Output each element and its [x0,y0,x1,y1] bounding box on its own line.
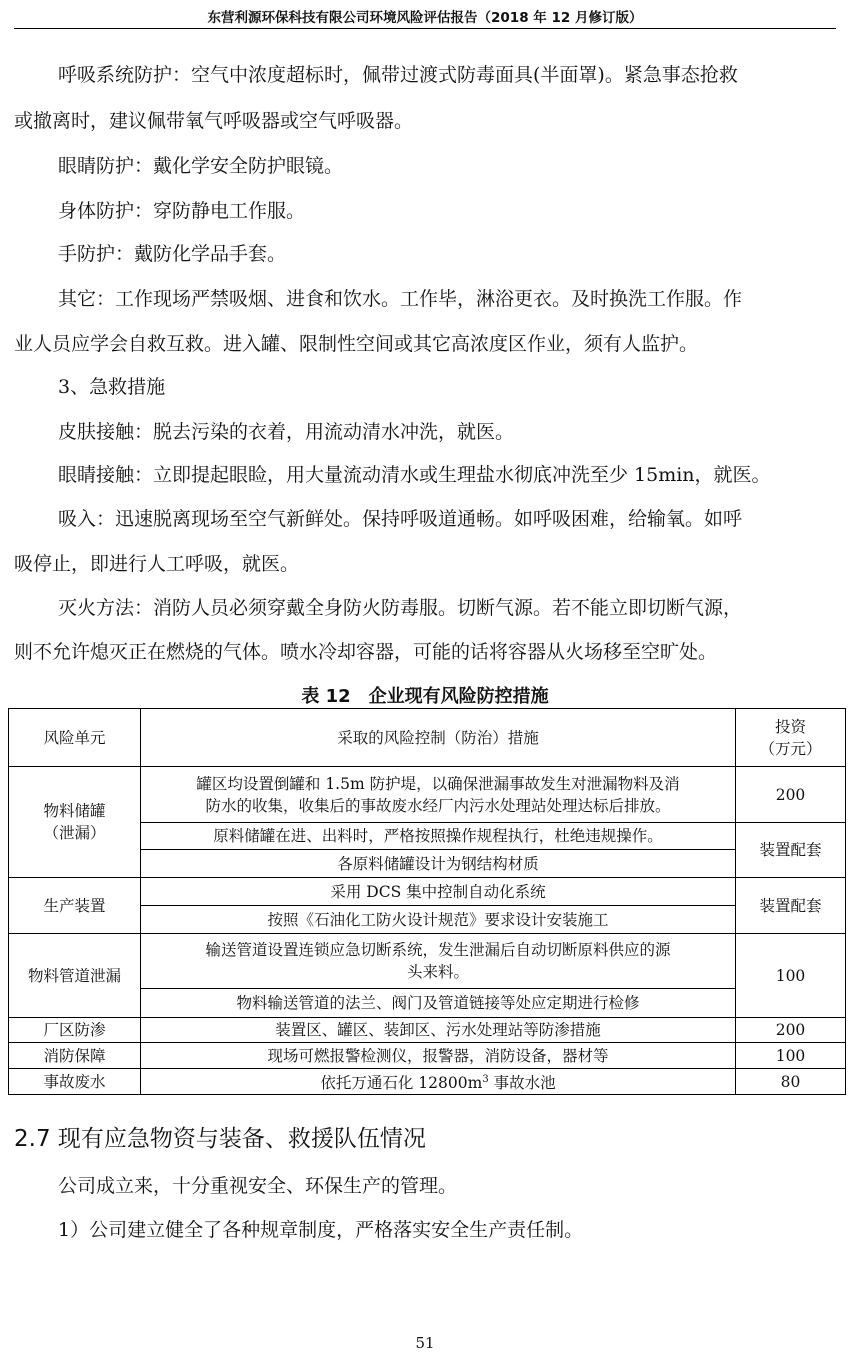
cell-unit-wastewater: 事故废水 [9,1069,141,1095]
cell-investment: 装置配套 [736,878,846,934]
cell-measure: 依托万通石化 $12800m^3$ 事故水池 [141,1069,736,1095]
paragraph-other-line1: 其它：工作现场严禁吸烟、进食和饮水。工作毕，淋浴更衣。及时换洗工作服。作 [58,288,743,310]
header-measures: 采取的风险控制（防治）措施 [141,709,736,767]
cell-measure: 罐区均设置倒罐和 1.5m 防护堤，以确保泄漏事故发生对泄漏物料及消 防水的收集，收集后的事故废水经厂内污水处理站处理达标后排放。 [141,767,736,823]
cell-measure: 物料输送管道的法兰、阀门及管道链接等处应定期进行检修 [141,989,736,1018]
page-number: 51 [415,1334,435,1352]
cell-measure: 装置区、罐区、装卸区、污水处理站等防渗措施 [141,1018,736,1043]
paragraph-item-1: 1）公司建立健全了各种规章制度，严格落实安全生产责任制。 [58,1219,584,1241]
page-header: 东营利源环保科技有限公司环境风险评估报告（2018 年 12 月修订版） [207,10,643,26]
header-investment: 投资 （万元） [736,709,846,767]
cell-investment: 100 [736,934,846,1018]
table-caption: 表 12 企业现有风险防控措施 [301,686,549,707]
cell-measure: 按照《石油化工防火设计规范》要求设计安装施工 [141,906,736,934]
cell-investment: 200 [736,1018,846,1043]
paragraph-first-aid-heading: 3、急救措施 [58,376,166,398]
paragraph-other-line2: 业人员应学会自救互救。进入罐、限制性空间或其它高浓度区作业，须有人监护。 [14,333,699,355]
cell-measure: 现场可燃报警检测仪，报警器，消防设备，器材等 [141,1043,736,1069]
paragraph-eye-contact: 眼睛接触：立即提起眼睑，用大量流动清水或生理盐水彻底冲洗至少 15min，就医。 [58,464,771,486]
paragraph-skin-contact: 皮肤接触：脱去污染的衣着，用流动清水冲洗，就医。 [58,421,515,443]
paragraph-inhalation-line2: 吸停止，即进行人工呼吸，就医。 [14,553,300,575]
table-row [9,1018,846,1043]
paragraph-respiratory-line1: 呼吸系统防护：空气中浓度超标时，佩带过渡式防毒面具(半面罩)。紧急事态抢救 [58,64,738,86]
table-row [9,878,846,906]
table-row [9,767,846,823]
cell-measure: 采用 DCS 集中控制自动化系统 [141,878,736,906]
header-rule [14,28,836,29]
paragraph-respiratory-line2: 或撤离时，建议佩带氧气呼吸器或空气呼吸器。 [14,110,414,132]
cell-unit-fire: 消防保障 [9,1043,141,1069]
table-header-row [9,709,846,767]
cell-measure: 各原料储罐设计为钢结构材质 [141,850,736,878]
paragraph-intro: 公司成立来，十分重视安全、环保生产的管理。 [58,1175,458,1197]
risk-control-table [8,708,846,1095]
cell-unit-production: 生产装置 [9,878,141,934]
paragraph-firefighting-line2: 则不允许熄灭正在燃烧的气体。喷水冷却容器，可能的话将容器从火场移至空旷处。 [14,641,718,663]
cell-investment: 200 [736,767,846,823]
cell-investment: 100 [736,1043,846,1069]
cell-investment: 装置配套 [736,823,846,878]
section-title: 2.7 现有应急物资与装备、救援队伍情况 [14,1126,426,1152]
header-risk-unit: 风险单元 [9,709,141,767]
table-row [9,934,846,989]
paragraph-eye-protection: 眼睛防护：戴化学安全防护眼镜。 [58,155,344,177]
paragraph-firefighting-line1: 灭火方法：消防人员必须穿戴全身防火防毒服。切断气源。若不能立即切断气源， [58,597,743,619]
paragraph-body-protection: 身体防护：穿防静电工作服。 [58,200,306,222]
paragraph-inhalation-line1: 吸入：迅速脱离现场至空气新鲜处。保持呼吸道通畅。如呼吸困难，给输氧。如呼 [58,508,743,530]
cell-measure: 输送管道设置连锁应急切断系统，发生泄漏后自动切断原料供应的源 头来料。 [141,934,736,989]
paragraph-hand-protection: 手防护：戴防化学品手套。 [58,243,287,265]
cell-measure: 原料储罐在进、出料时，严格按照操作规程执行，杜绝违规操作。 [141,823,736,850]
cell-unit-seepage: 厂区防渗 [9,1018,141,1043]
table-row [9,1043,846,1069]
cell-unit-storage-tank: 物料储罐 （泄漏） [9,767,141,878]
cell-investment: 80 [736,1069,846,1095]
table-row [9,1069,846,1095]
cell-unit-pipeline: 物料管道泄漏 [9,934,141,1018]
